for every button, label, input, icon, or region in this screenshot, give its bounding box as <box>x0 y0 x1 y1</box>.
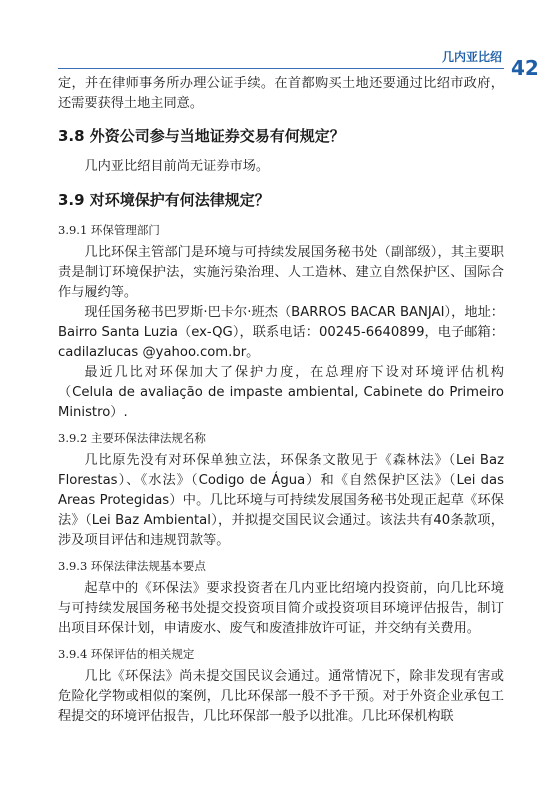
subsection-3-9-3-heading: 3.9.3 环保法律法规基本要点 <box>58 559 206 573</box>
subsection-3-9-1-paragraph-2: 现任国务秘书巴罗斯·巴卡尔·班杰（BARROS BACAR BANJAI），地址：Bairro Santa Luzia（ex-QG），联系电话：00245-6640899，电子邮箱：cadilazlucas @yahoo.com.br。 <box>58 305 504 360</box>
section-3-8-heading: 3.8 外资公司参与当地证券交易有何规定？ <box>58 127 345 145</box>
section-3-8-paragraph: 几内亚比绍目前尚无证券市场。 <box>84 159 270 174</box>
subsection-3-9-2-paragraph: 几比原先没有对环保单独立法，环保条文散见于《森林法》（Lei Baz Florestas）、《水法》（Codigo de Água）和《自然保护区法》（Lei das Areas Protegidas）中。几比环境与可持续发展国务秘书处现正起草《环保法》（Lei Baz Ambiental），并拟提交国民议会通过。该法共有40条款项，涉及项目评估和违规罚款等。 <box>58 453 504 548</box>
subsection-3-9-1-heading: 3.9.1 环保管理部门 <box>58 223 160 237</box>
header-divider <box>58 68 504 69</box>
section-3-9-heading: 3.9 对环境保护有何法律规定？ <box>58 191 270 209</box>
subsection-3-9-1-paragraph-1: 几比环保主管部门是环境与可持续发展国务秘书处（副部级），其主要职责是制订环境保护法，实施污染治理、人工造林、建立自然保护区、国际合作与履约等。 <box>58 245 504 300</box>
continuation-paragraph: 定，并在律师事务所办理公证手续。在首都购买土地还要通过比绍市政府，还需要获得土地主同意。 <box>58 76 504 111</box>
subsection-3-9-4-paragraph: 几比《环保法》尚未提交国民议会通过。通常情况下，除非发现有害或危险化学物或相似的案例，几比环保部一般不予干预。对于外资企业承包工程提交的环境评估报告，几比环保部一般予以批准。几比环保机构联 <box>58 669 504 724</box>
header-country-name: 几内亚比绍 <box>441 50 502 64</box>
subsection-3-9-3-paragraph: 起草中的《环保法》要求投资者在几内亚比绍境内投资前，向几比环境与可持续发展国务秘书处提交投资项目简介或投资项目环境评估报告，制订出项目环保计划，申请废水、废气和废渣排放许可证，并交纳有关费用。 <box>58 581 504 636</box>
page-number: 42 <box>511 56 539 80</box>
subsection-3-9-4-heading: 3.9.4 环保评估的相关规定 <box>58 647 195 661</box>
subsection-3-9-2-heading: 3.9.2 主要环保法律法规名称 <box>58 431 206 445</box>
subsection-3-9-1-paragraph-3: 最近几比对环保加大了保护力度，在总理府下设对环境评估机构（Celula de avaliação de impaste ambiental, Cabinete do Primeiro Ministro）. <box>58 365 504 420</box>
page-body <box>58 74 504 727</box>
